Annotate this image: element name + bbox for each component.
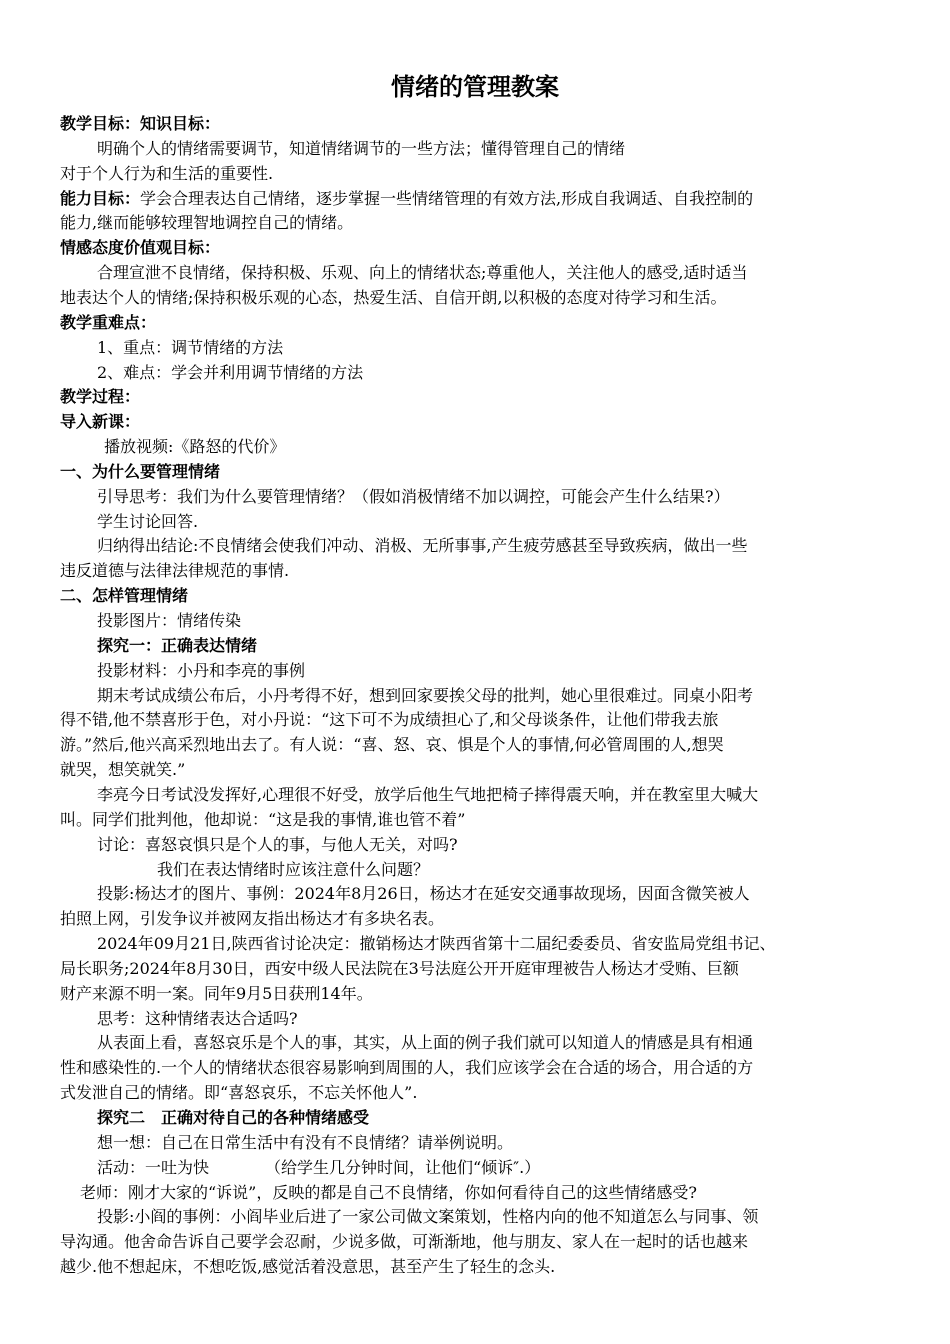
text-line: 播放视频:《路怒的代价》: [104, 437, 286, 457]
text-line: 从表面上看，喜怒哀乐是个人的事，其实，从上面的例子我们就可以知道人的情感是具有相通: [97, 1033, 754, 1053]
text-line: 明确个人的情绪需要调节，知道情绪调节的一些方法；懂得管理自己的情绪: [97, 138, 626, 158]
text-line: 能力,继而能够较理智地调控自己的情绪。: [60, 213, 354, 233]
text-line: 老师：刚才大家的“诉说”，反映的都是自己不良情绪，你如何看待自己的这些情绪感受?: [80, 1182, 697, 1202]
text-line: 讨论：喜怒哀惧只是个人的事，与他人无关，对吗?: [97, 834, 458, 854]
text-line: 投影:小阎的事例：小阎毕业后进了一家公司做文案策划，性格内向的他不知道怎么与同事、领: [97, 1207, 759, 1227]
text-line: 违反道德与法律法律规范的事情.: [60, 561, 290, 581]
text-line: 期末考试成绩公布后，小丹考得不好，想到回家要挨父母的批判，她心里很难过。同桌小阳考: [97, 685, 754, 705]
text-line: 导沟通。他舍命告诉自己要学会忍耐，少说多做，可渐渐地，他与朋友、家人在一起时的话也越来: [60, 1232, 749, 1252]
text-line: 合理宣泄不良情绪，保持积极、乐观、向上的情绪状态;尊重他人，关注他人的感受,适时适当: [97, 263, 748, 283]
text-line: 得不错,他不禁喜形于色，对小丹说：“这下可不为成绩担心了,和父母谈条件，让他们带我去旅: [60, 710, 719, 730]
text-line: 引导思考：我们为什么要管理情绪？（假如消极情绪不加以调控，可能会产生什么结果?）: [97, 486, 730, 506]
text-line: 式发泄自己的情绪。即“喜怒哀乐，不忘关怀他人”.: [60, 1083, 418, 1103]
text-line: 游。”然后,他兴高采烈地出去了。有人说：“喜、怒、哀、惧是个人的事情,何必管周围的人,想哭: [60, 735, 724, 755]
text-line: 学生讨论回答.: [97, 511, 199, 531]
text-line: 局长职务;2024年8月30日，西安中级人民法院在3号法庭公开开庭审理被告人杨达才受贿、巨额: [60, 958, 739, 978]
text-line: 李亮今日考试没发挥好,心理很不好受，放学后他生气地把椅子摔得震天响，并在教室里大喊大: [97, 784, 759, 804]
text-line: 投影材料：小丹和李亮的事例: [97, 660, 306, 680]
text-line: 越少.他不想起床，不想吃饭,感觉活着没意思，甚至产生了轻生的念头.: [60, 1257, 556, 1277]
text-line: 叫。同学们批判他，他却说：“这是我的事情,谁也管不着”: [60, 809, 466, 829]
text-line: 拍照上网，引发争议并被网友指出杨达才有多块名表。: [60, 909, 445, 929]
text-line: 想一想：自己在日常生活中有没有不良情绪？请举例说明。: [97, 1132, 514, 1152]
text-line: 投影图片：情绪传染: [97, 611, 242, 630]
section-heading: 一、为什么要管理情绪: [60, 461, 221, 481]
section-heading: 探究一：正确表达情绪: [97, 635, 258, 655]
section-heading: 教学过程：: [60, 387, 141, 407]
text-line: [60, 186, 753, 211]
section-heading: 情感态度价值观目标：: [60, 238, 221, 258]
text-line: 对于个人行为和生活的重要性.: [60, 163, 274, 183]
section-heading: 探究二 正确对待自己的各种情绪感受: [97, 1108, 370, 1127]
section-heading: 二、怎样管理情绪: [60, 586, 189, 606]
section-heading: 教学重难点：: [60, 312, 157, 332]
inline-heading: 能力目标：: [60, 188, 141, 208]
text-line: 地表达个人的情绪;保持积极乐观的心态，热爱生活、自信开朗,以积极的态度对待学习和生活。: [60, 287, 727, 307]
text-line: 活动：一吐为快 （给学生几分钟时间，让他们“倾诉″.）: [97, 1157, 541, 1177]
text-line: 性和感染性的.一个人的情绪状态很容易影响到周围的人，我们应该学会在合适的场合，用合适的方: [60, 1058, 754, 1078]
section-heading: 导入新课：: [60, 412, 141, 432]
section-heading: 教学目标：知识目标：: [60, 114, 221, 133]
text-line: 归纳得出结论:不良情绪会使我们冲动、消极、无所事事,产生疲劳感甚至导致疾病，做出一些: [97, 536, 748, 556]
document-title: 情绪的管理教案: [391, 73, 559, 101]
text-line: 1、重点：调节情绪的方法: [97, 337, 284, 357]
text-line: 财产来源不明一案。同年9月5日获刑14年。: [60, 983, 373, 1003]
text-line: 2、难点：学会并利用调节情绪的方法: [97, 362, 364, 382]
text-line: 投影:杨达才的图片、事例：2024年8月26日，杨达才在延安交通事故现场，因面含微笑被人: [97, 884, 750, 904]
inline-text: 学会合理表达自己情绪，逐步掌握一些情绪管理的有效方法,形成自我调适、自我控制的: [140, 188, 754, 208]
text-line: 思考：这种情绪表达合适吗?: [97, 1008, 298, 1028]
text-line: 就哭，想笑就笑.”: [60, 760, 186, 780]
text-line: 我们在表达情绪时应该注意什么问题？: [157, 859, 430, 879]
text-line: 2024年09月21日,陕西省讨论决定：撤销杨达才陕西省第十二届纪委委员、省安监局党组书记、: [97, 934, 776, 954]
